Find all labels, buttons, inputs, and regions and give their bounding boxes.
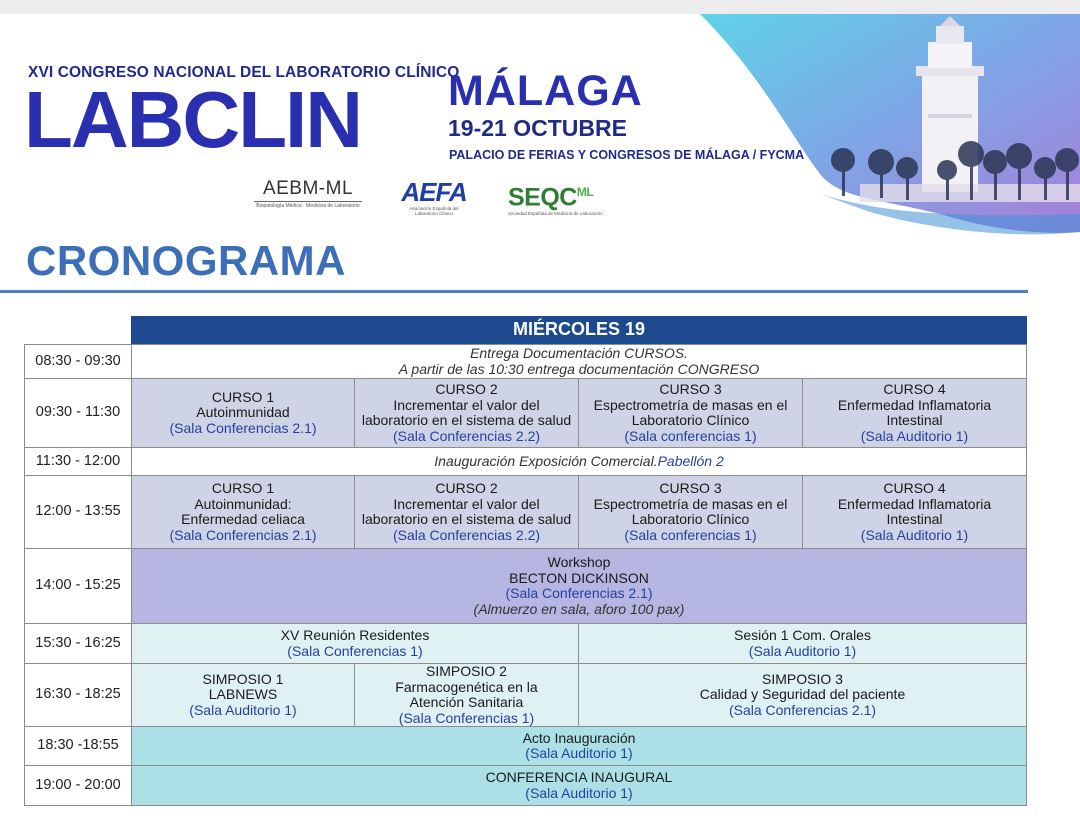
curso-title: CURSO 2 — [435, 480, 498, 496]
curso-2-cell — [354, 378, 579, 448]
curso-title: CURSO 2 — [435, 381, 498, 397]
workshop-cell — [131, 548, 1027, 624]
curso-desc: Espectrometría de masas en el — [593, 396, 788, 413]
curso-room: (Sala conferencias 1) — [624, 526, 757, 543]
time-cell: 08:30 - 09:30 — [24, 344, 132, 379]
session-room: (Sala Auditorio 1) — [748, 642, 857, 659]
simposio-2-cell — [354, 663, 579, 727]
simposio-title: SIMPOSIO 1 — [202, 670, 284, 687]
curso-4-cell — [802, 475, 1027, 549]
city-name: MÁLAGA — [448, 67, 643, 115]
curso-title: CURSO 4 — [883, 480, 946, 496]
aebm-name: AEBM-ML — [262, 178, 354, 199]
seqc-name: SEQC — [508, 183, 577, 212]
simposio-1-cell — [131, 663, 355, 727]
curso-desc: Espectrometría de masas en el — [593, 495, 788, 512]
inauguracion-exposicion — [131, 447, 1027, 476]
reunion-residentes-cell — [131, 623, 579, 664]
time-cell: 14:00 - 15:25 — [24, 548, 132, 624]
curso-desc: Intestinal — [886, 412, 943, 428]
curso-title: CURSO 4 — [883, 381, 946, 397]
curso-room: (Sala Conferencias 2.2) — [392, 526, 541, 543]
curso-desc: Laboratorio Clínico — [631, 412, 750, 428]
labclin-logo: LABCLIN — [24, 75, 362, 164]
workshop-note: (Almuerzo en sala, aforo 100 pax) — [473, 600, 685, 617]
curso-desc: laboratorio en el sistema de salud — [361, 412, 572, 428]
curso-desc: Intestinal — [886, 511, 943, 527]
curso-room: (Sala Conferencias 2.1) — [169, 526, 317, 543]
conferencia-inaugural-cell — [131, 765, 1027, 806]
time-cell: 15:30 - 16:25 — [24, 623, 132, 664]
time-cell: 11:30 - 12:00 — [24, 447, 132, 476]
page-title: CRONOGRAMA — [26, 237, 346, 284]
time-cell: 09:30 - 11:30 — [24, 378, 132, 448]
aebm-sub: Biopatología Médica · Medicina de Laboratorio — [256, 203, 360, 209]
simposio-room: (Sala Conferencias 1) — [398, 709, 535, 726]
simposio-room: (Sala Auditorio 1) — [189, 701, 297, 718]
comunicaciones-orales-cell — [578, 623, 1027, 664]
curso-desc: Incrementar el valor del — [393, 495, 540, 512]
simposio-desc: LABNEWS — [208, 686, 278, 703]
simposio-title: SIMPOSIO 2 — [426, 663, 507, 679]
curso-4-cell — [802, 378, 1027, 448]
day-header: MIÉRCOLES 19 — [131, 316, 1027, 344]
curso-desc: laboratorio en el sistema de salud — [361, 511, 572, 527]
conferencia-room: (Sala Auditorio 1) — [525, 784, 633, 801]
exposicion-text: Inauguración Exposición Comercial. — [434, 452, 658, 469]
simposio-room: (Sala Conferencias 2.1) — [728, 701, 877, 718]
congress-subtitle: XVI CONGRESO NACIONAL DEL LABORATORIO CLÍNICO — [28, 64, 460, 81]
acto-room: (Sala Auditorio 1) — [525, 745, 633, 761]
curso-desc: Autoinmunidad — [196, 404, 290, 421]
curso-desc: Autoinmunidad: — [194, 495, 292, 512]
simposio-3-cell — [578, 663, 1027, 727]
curso-title: CURSO 1 — [211, 480, 275, 496]
aefa-sub: Asociación Española del Laboratorio Clínico — [409, 206, 459, 216]
entrega-documentacion — [131, 344, 1027, 379]
curso-room: (Sala Auditorio 1) — [860, 427, 969, 444]
curso-room: (Sala Conferencias 2.2) — [392, 427, 541, 444]
curso-room: (Sala Conferencias 2.1) — [169, 419, 317, 436]
session-room: (Sala Conferencias 1) — [287, 642, 423, 659]
curso-room: (Sala Auditorio 1) — [860, 526, 969, 543]
curso-3-cell — [578, 475, 803, 549]
curso-3-cell — [578, 378, 803, 448]
curso-title: CURSO 3 — [659, 381, 722, 397]
curso-title: CURSO 3 — [659, 480, 722, 496]
curso-1-cell — [131, 475, 355, 549]
workshop-sponsor: BECTON DICKINSON — [509, 569, 649, 586]
curso-desc: Laboratorio Clínico — [631, 511, 750, 527]
conferencia-title: CONFERENCIA INAUGURAL — [485, 769, 673, 785]
curso-room: (Sala conferencias 1) — [624, 427, 757, 444]
aefa-name: AEFA — [401, 177, 467, 207]
simposio-title: SIMPOSIO 3 — [762, 670, 843, 687]
entrega-line1: Entrega Documentación CURSOS. — [470, 345, 688, 361]
workshop-label: Workshop — [547, 554, 611, 570]
curso-2-cell — [354, 475, 579, 549]
time-cell: 12:00 - 13:55 — [24, 475, 132, 549]
simposio-desc: Atención Sanitaria — [409, 694, 524, 710]
curso-desc: Enfermedad celiaca — [181, 511, 305, 527]
curso-desc: Enfermedad Inflamatoria — [837, 495, 992, 512]
entrega-line2: A partir de las 10:30 entrega documentación CONGRESO — [398, 360, 760, 377]
simposio-desc: Farmacogenética en la — [395, 678, 538, 695]
seqc-sup: ML — [576, 185, 594, 199]
time-cell: 16:30 - 18:25 — [24, 663, 132, 727]
simposio-desc: Calidad y Seguridad del paciente — [699, 686, 906, 703]
curso-1-cell — [131, 378, 355, 448]
curso-desc: Enfermedad Inflamatoria — [837, 396, 992, 413]
time-cell: 18:30 -18:55 — [24, 726, 132, 766]
acto-title: Acto Inauguración — [522, 729, 636, 746]
curso-desc: Incrementar el valor del — [393, 396, 540, 413]
exposicion-place: Pabellón 2 — [657, 452, 724, 469]
workshop-room: (Sala Conferencias 2.1) — [505, 585, 653, 601]
event-dates: 19-21 OCTUBRE — [448, 115, 627, 141]
event-venue: PALACIO DE FERIAS Y CONGRESOS DE MÁLAGA / FYCMA — [449, 148, 805, 162]
time-cell: 19:00 - 20:00 — [24, 765, 132, 806]
session-title: XV Reunión Residentes — [280, 627, 430, 643]
curso-title: CURSO 1 — [211, 388, 275, 405]
session-title: Sesión 1 Com. Orales — [734, 627, 871, 643]
seqc-sub: Sociedad Española de Medicina de Laboratorio — [508, 211, 603, 217]
acto-inauguracion-cell — [131, 726, 1027, 766]
